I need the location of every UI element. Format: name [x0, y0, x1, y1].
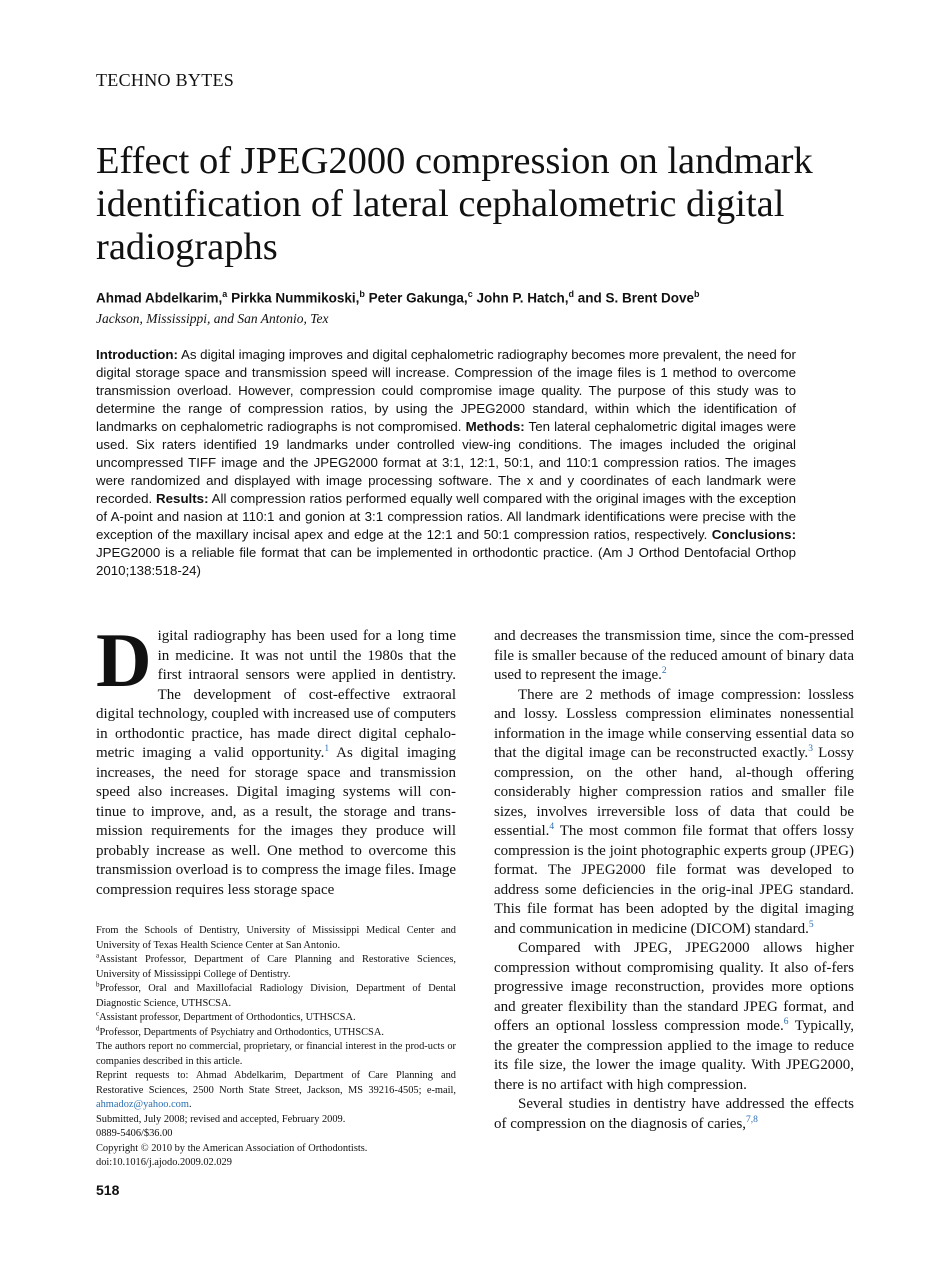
footnote-mark: a [96, 951, 100, 960]
footnote-text: . [188, 1099, 192, 1110]
body-column-left [96, 617, 456, 900]
author-name: John P. Hatch, [476, 290, 569, 306]
abstract-methods-text: Ten lateral cephalometric digital images were used. Six raters identified 19 landmarks under controlled view-ing conditions. The images included the original uncompressed TIFF image and the JPEG2000 format at 3:1, 12:1, 50:1, and 110:1 compression ratios. The images were randomized and displayed with image processing software. The x and y coordinates of each landmark were recorded. [96, 419, 796, 506]
paragraph-text: Lossy compression, on the other hand, al-though offering considerably higher compression ratios and smaller file sizes, involves irreversible loss of data that could be essential. [494, 745, 854, 839]
paragraph-text: As digital imaging increases, the need for storage space and transmission speed also increases. Digital imaging systems will con-tinue to improve, and, as a result, the storage and trans-mission requirements for the images they produce will probably increase as well. One method to overcome this transmission overload is to compress the image files. Image compression requires less storage space [96, 745, 456, 898]
paragraph-text: Typically, the greater the compression applied to the image to reduce its file size, the lower the image quality. With JPEG2000, there is no artifact with high compression. [494, 1018, 854, 1093]
paragraph-text: There are 2 methods of image compression: lossless and lossy. Lossless compression eliminates nonessential information in the image while conserving essential data so that the digital image can be reconstructed exactly. [494, 686, 854, 761]
footnote-b [96, 982, 456, 1011]
abstract-citation: (Am J Orthod Dentofacial Orthop 2010;138:518-24) [96, 545, 797, 578]
footnote-doi: doi:10.1016/j.ajodo.2009.02.029 [96, 1157, 232, 1168]
article-title: Effect of JPEG2000 compression on landmark identification of lateral cephalometric digital radiographs [96, 140, 813, 268]
footnote-text: Assistant professor, Department of Orthodontics, UTHSCSA. [99, 1012, 356, 1023]
footnotes [96, 924, 456, 1171]
footnote-d [96, 1026, 456, 1041]
footnote-copyright: Copyright © 2010 by the American Association of Orthodontists. [96, 1142, 368, 1154]
reference-link[interactable]: 4 [549, 822, 555, 832]
footnote-text: Professor, Departments of Psychiatry and Orthodontics, UTHSCSA. [99, 1026, 384, 1038]
footnote-c [96, 1011, 456, 1026]
reference-link[interactable]: 3 [808, 744, 813, 754]
abstract-conclusions-label: Conclusions: [711, 527, 796, 542]
footnote-text: Assistant Professor, Department of Care Planning and Restorative Sciences, University of Mississippi College of Dentistry. [96, 954, 456, 980]
author-affiliation-mark: c [467, 289, 473, 299]
footnote-mark: b [96, 980, 100, 989]
paragraph-text: igital radiography has been used for a long time in medicine. It was not until the 1980s that the first intraoral sensors were applied in dentistry. The development of cost-effective extraoral digital technology, coupled with increased use of computers in orthodontic practice, has made direct digital cephalo-metric imaging a valid opportunity. [96, 628, 456, 761]
abstract [96, 346, 796, 580]
body-paragraph [494, 686, 854, 940]
footnote-text: Reprint requests to: Ahmad Abdelkarim, Department of Care Planning and Restorative Sciences, 2500 North State Street, Jackson, MS 39216-4505; e-mail, [96, 1070, 456, 1096]
section-label: TECHNO BYTES [96, 70, 235, 90]
footnote-mark: c [96, 1009, 100, 1018]
footnote-disclosure: The authors report no commercial, proprietary, or financial interest in the prod-ucts or companies described in this article. [96, 1041, 456, 1067]
reference-link[interactable]: 6 [783, 1017, 789, 1027]
footnote-issn: 0889-5406/$36.00 [96, 1128, 173, 1139]
author-name: Peter Gakunga, [368, 290, 468, 306]
author-name: Ahmad Abdelkarim, [96, 290, 223, 306]
reference-link[interactable]: 2 [661, 666, 667, 676]
author-affiliation-mark: b [694, 289, 700, 299]
paragraph-text: Compared with JPEG, JPEG2000 allows higher compression without compromising quality. It also of-fers progressive image reconstruction, provides more options and greater flexibility than the standard JPEG format, and offers an optional lossless compression mode. [494, 940, 854, 1034]
body-paragraph [96, 617, 456, 900]
drop-cap: D [96, 617, 152, 703]
reference-link[interactable]: 1 [324, 744, 330, 754]
reference-link[interactable]: 5 [808, 919, 814, 930]
author-affiliation-mark: b [359, 289, 365, 299]
abstract-intro-label: Introduction: [96, 347, 178, 362]
abstract-results-text: All compression ratios performed equally well compared with the original images with the exception of A-point and nasion at 110:1 and gonion at 3:1 compression ratios. All landmark identifications were precise with the exception of the maxillary incisal apex and edge at the 12:1 and 50:1 compression ratios, respectively. [96, 491, 797, 542]
abstract-conclusions-text: JPEG2000 is a reliable file format that can be implemented in orthodontic practice. [96, 545, 594, 560]
email-link[interactable]: ahmadoz@yahoo.com [96, 1099, 189, 1110]
footnote-a [96, 953, 456, 982]
author-name: and S. Brent Dove [577, 290, 695, 306]
body-paragraph [494, 939, 854, 1095]
footnote-mark: d [96, 1024, 100, 1033]
footnote-submitted: Submitted, July 2008; revised and accepted, February 2009. [96, 1113, 346, 1125]
paragraph-text: The most common file format that offers lossy compression is the joint photographic experts group (JPEG) format. The JPEG2000 file format was developed to address some deficiencies in the orig-inal JPEG standard. This file format has been adopted by the digital imaging and communication in medicine (DICOM) standard. [494, 823, 854, 937]
author-list [96, 289, 876, 306]
abstract-intro-text: As digital imaging improves and digital cephalometric radiography becomes more prevalent, the need for digital storage space and transmission speed will increase. Compression of the image files is 1 method to overcome transmission overload. However, compression could compromise image quality. The purpose of this study was to determine the range of compression ratios, by using the JPEG2000 standard, within which the identification of landmarks on cephalometric radiographs is not compromised. [96, 347, 796, 434]
author-location: Jackson, Mississippi, and San Antonio, Tex [96, 311, 329, 326]
body-paragraph [494, 627, 854, 686]
footnote-origin: From the Schools of Dentistry, University of Mississippi Medical Center and University of Texas Health Science Center at San Antonio. [96, 925, 456, 951]
author-affiliation-mark: a [222, 289, 228, 299]
author-name: Pirkka Nummikoski, [231, 290, 360, 306]
abstract-results-label: Results: [156, 491, 209, 506]
reference-link[interactable]: 7,8 [746, 1114, 758, 1125]
footnote-text: Professor, Oral and Maxillofacial Radiology Division, Department of Dental Diagnostic Science, UTHSCSA. [96, 983, 456, 1009]
paragraph-text: and decreases the transmission time, since the com-pressed file is smaller because of the reduced amount of binary data used to represent the image. [494, 628, 854, 683]
abstract-methods-label: Methods: [465, 419, 525, 434]
paragraph-text: Several studies in dentistry have addressed the effects of compression on the diagnosis of caries, [494, 1096, 854, 1132]
page-number: 518 [96, 1182, 120, 1198]
body-paragraph [494, 1095, 854, 1134]
body-column-right [494, 627, 854, 1134]
footnote-reprint [96, 1069, 456, 1113]
author-affiliation-mark: d [568, 289, 574, 299]
